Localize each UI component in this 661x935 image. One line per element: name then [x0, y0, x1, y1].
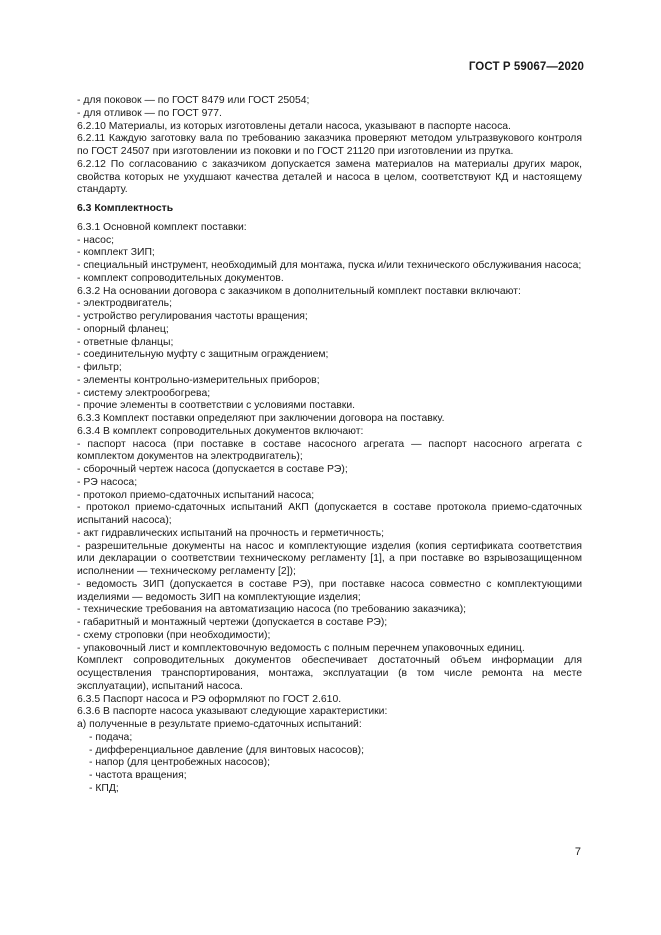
- list-item: - технические требования на автоматизацию насоса (по требованию заказчика);: [77, 604, 467, 616]
- paragraph: 6.2.10 Материалы, из которых изготовлены детали насоса, указывают в паспорте насоса.: [77, 120, 511, 132]
- list-item: - паспорт насоса (при поставке в составе насосного агрегата — паспорт насосного агрегата с комплектом документов на электродвигатель);: [77, 438, 582, 463]
- list-item: - РЭ насоса;: [77, 476, 138, 488]
- list-item: - элементы контрольно-измерительных приборов;: [77, 374, 320, 386]
- paragraph: - для поковок — по ГОСТ 8479 или ГОСТ 25054;: [77, 95, 310, 106]
- list-item: - частота вращения;: [89, 770, 187, 781]
- list-item: - упаковочный лист и комплектовочную ведомость с полным перечнем упаковочных единиц.: [77, 642, 525, 654]
- list-item: - устройство регулирования частоты вращения;: [77, 311, 308, 322]
- list-item: - ведомость ЗИП (допускается в составе РЭ), при поставке насоса совместно с комплектующими изделиями — ведомость ЗИП на комплектующие изделия;: [77, 578, 582, 603]
- section-b: [77, 222, 582, 732]
- paragraph: 6.3.5 Паспорт насоса и РЭ оформляют по ГОСТ 2.610.: [77, 693, 342, 705]
- list-item: - ответные фланцы;: [77, 336, 174, 348]
- document-body: [77, 95, 582, 796]
- document-header: ГОСТ Р 59067—2020: [468, 61, 584, 73]
- paragraph: 6.2.12 По согласованию с заказчиком допускается замена материалов на материалы других марок, свойства которых не ухудшают качества деталей и насоса в целом, соответствуют КД и настоящему стандарту.: [77, 158, 582, 196]
- list-item: - напор (для центробежных насосов);: [89, 757, 271, 769]
- list-item: - подача;: [89, 731, 133, 743]
- paragraph: 6.3.3 Комплект поставки определяют при заключении договора на поставку.: [77, 413, 445, 424]
- list-item: - соединительную муфту с защитным ограждением;: [77, 349, 329, 361]
- list-item: - комплект сопроводительных документов.: [77, 272, 284, 284]
- list-item: - фильтр;: [77, 362, 122, 373]
- section-a: [77, 95, 582, 197]
- paragraph: 6.2.11 Каждую заготовку вала по требованию заказчика проверяют методом ультразвукового контроля по ГОСТ 24507 при изготовлении из поковки и по ГОСТ 21120 при изготовлении из прутка.: [77, 133, 582, 157]
- list-item: - схему строповки (при необходимости);: [77, 629, 271, 641]
- list-item: - габаритный и монтажный чертежи (допускается в составе РЭ);: [77, 617, 388, 628]
- list-item: - прочие элементы в соответствии с условиями поставки.: [77, 400, 356, 412]
- list-item: - насос;: [77, 234, 115, 246]
- list-item: - электродвигатель;: [77, 298, 172, 310]
- list-item: - разрешительные документы на насос и комплектующие изделия (копия сертификата соответствия или декларации о соответствии техническому регламенту [1], а при поставке во взрывозащищенном исполнении — техническому регламенту [2]);: [77, 540, 582, 577]
- paragraph: Комплект сопроводительных документов обеспечивает достаточный объем информации для осуществления транспортирования, монтажа, эксплуатации (в том числе ремонта на месте эксплуатации), испытаний насоса.: [77, 655, 582, 692]
- list-item: - протокол приемо-сдаточных испытаний АКП (допускается в составе протокола приемо-сдаточных испытаний насоса);: [77, 502, 582, 526]
- list-item: - опорный фланец;: [77, 323, 169, 335]
- list-item: - протокол приемо-сдаточных испытаний насоса;: [77, 489, 315, 501]
- list-item: - систему электрообогрева;: [77, 387, 211, 399]
- paragraph: 6.3.2 На основании договора с заказчиком в дополнительный комплект поставки включают:: [77, 285, 521, 297]
- paragraph: - для отливок — по ГОСТ 977.: [77, 107, 222, 119]
- paragraph: 6.3.4 В комплект сопроводительных документов включают:: [77, 425, 364, 437]
- paragraph: 6.3.1 Основной комплект поставки:: [77, 221, 247, 233]
- list-item: - комплект ЗИП;: [77, 247, 155, 259]
- list-item: - акт гидравлических испытаний на прочность и герметичность;: [77, 527, 385, 539]
- list-item: - сборочный чертеж насоса (допускается в составе РЭ);: [77, 464, 348, 475]
- list-item: - КПД;: [89, 782, 119, 794]
- section-heading: 6.3 Комплектность: [77, 203, 174, 214]
- paragraph: 6.3.6 В паспорте насоса указывают следующие характеристики:: [77, 706, 388, 718]
- list-item: - дифференциальное давление (для винтовых насосов);: [89, 744, 364, 756]
- list-item: - специальный инструмент, необходимый для монтажа, пуска и/или технического обслуживания насоса;: [77, 260, 582, 271]
- paragraph: а) полученные в результате приемо-сдаточных испытаний:: [77, 719, 362, 730]
- section-c: [77, 732, 582, 796]
- page-number: 7: [574, 846, 581, 858]
